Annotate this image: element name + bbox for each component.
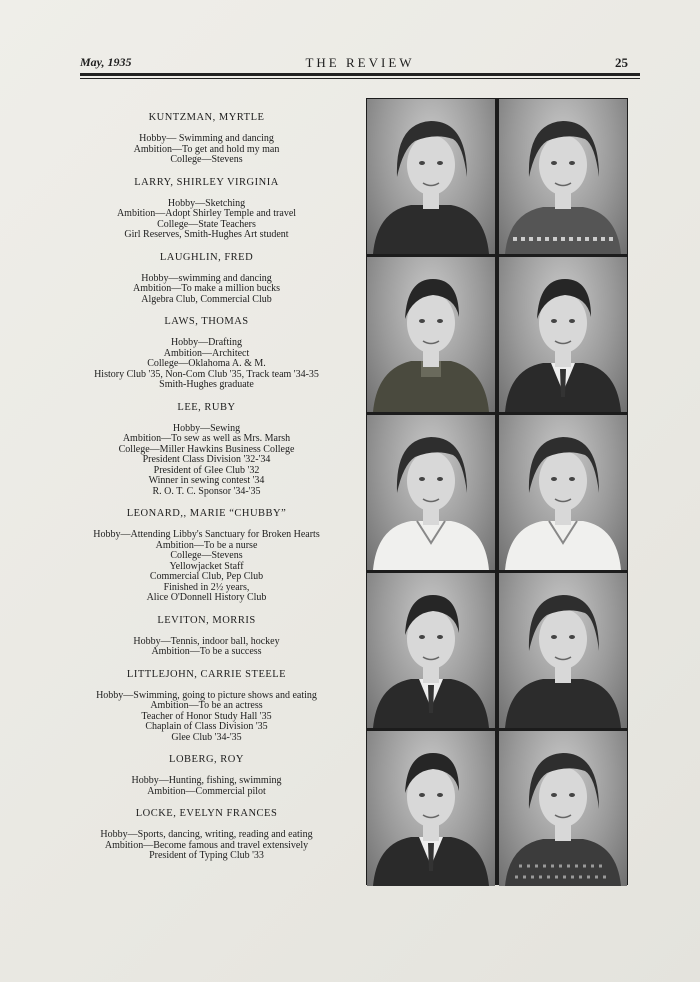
page-number: 25 bbox=[615, 55, 628, 70]
student-portrait bbox=[499, 257, 627, 412]
student-entry bbox=[60, 112, 353, 166]
student-detail: R. O. T. C. Sponsor '34-'35 bbox=[152, 485, 261, 497]
student-detail: College—State Teachers bbox=[157, 218, 256, 230]
student-detail: Alice O'Donnell History Club bbox=[146, 592, 267, 603]
student-entry bbox=[60, 808, 353, 862]
student-entry bbox=[60, 754, 353, 797]
student-detail: College—Oklahoma A. & M. bbox=[147, 358, 266, 369]
student-detail: Yellowjacket Staff bbox=[169, 560, 244, 572]
student-detail: Chaplain of Class Division '35 bbox=[145, 721, 268, 732]
header-rule-thin bbox=[80, 78, 640, 79]
header-rule bbox=[80, 73, 640, 76]
student-entry bbox=[60, 669, 353, 744]
student-portrait bbox=[367, 257, 495, 412]
student-portrait bbox=[367, 573, 495, 728]
student-detail: Ambition—To make a million bucks bbox=[132, 283, 281, 294]
student-name: LAUGHLIN, FRED bbox=[159, 251, 254, 263]
student-name: LOBERG, ROY bbox=[169, 754, 244, 765]
publication-title: THE REVIEW bbox=[305, 55, 415, 70]
student-name: LARRY, SHIRLEY VIRGINIA bbox=[134, 176, 279, 188]
student-detail: President of Glee Club '32 bbox=[153, 464, 260, 476]
student-portrait bbox=[499, 573, 627, 728]
student-name: LITTLEJOHN, CARRIE STEELE bbox=[126, 668, 287, 680]
student-detail: Ambition—To get and hold my man bbox=[133, 143, 280, 155]
student-name: LEE, RUBY bbox=[177, 401, 236, 413]
student-detail: Hobby—Sports, dancing, writing, reading and eating bbox=[100, 829, 313, 840]
student-detail: Hobby—Hunting, fishing, swimming bbox=[131, 775, 282, 786]
student-detail: College—Stevens bbox=[170, 550, 243, 561]
student-detail: College—Miller Hawkins Business College bbox=[118, 443, 295, 455]
student-portrait bbox=[499, 731, 627, 886]
student-detail: Algebra Club, Commercial Club bbox=[141, 293, 272, 305]
student-detail: Teacher of Honor Study Hall '35 bbox=[141, 710, 272, 722]
student-detail: Ambition—To sew as well as Mrs. Marsh bbox=[122, 433, 291, 444]
issue-date: May, 1935 bbox=[80, 55, 132, 69]
student-entry bbox=[60, 402, 353, 498]
student-detail: History Club '35, Non-Com Club '35, Track team '34-35 bbox=[94, 368, 319, 380]
student-detail: President Class Division '32-'34 bbox=[142, 454, 271, 465]
student-entry bbox=[60, 615, 353, 658]
student-name: LAWS, THOMAS bbox=[164, 316, 249, 327]
student-detail: Hobby—Sewing bbox=[172, 422, 241, 434]
student-detail: Ambition—Adopt Shirley Temple and travel bbox=[116, 208, 297, 219]
student-detail: Girl Reserves, Smith-Hughes Art student bbox=[124, 229, 289, 240]
student-detail: President of Typing Club '33 bbox=[149, 850, 264, 861]
student-name: LEVITON, MORRIS bbox=[157, 614, 256, 626]
student-detail: Hobby—Attending Libby's Sanctuary for Broken Hearts bbox=[93, 529, 320, 540]
student-detail: Ambition—Architect bbox=[163, 347, 250, 359]
student-detail: Ambition—To be an actress bbox=[150, 700, 263, 711]
student-portrait bbox=[499, 415, 627, 570]
student-detail: Ambition—Commercial pilot bbox=[147, 785, 266, 797]
page-header bbox=[80, 55, 640, 75]
student-detail: Smith-Hughes graduate bbox=[159, 379, 254, 390]
student-detail: Hobby—Tennis, indoor ball, hockey bbox=[133, 635, 280, 647]
student-detail: Ambition—Become famous and travel extensively bbox=[104, 839, 309, 851]
student-entry bbox=[60, 252, 353, 306]
portrait-grid bbox=[366, 98, 628, 885]
student-name: KUNTZMAN, MYRTLE bbox=[148, 112, 265, 123]
student-entries bbox=[60, 112, 353, 873]
student-detail: Hobby—Drafting bbox=[170, 337, 243, 348]
student-detail: Glee Club '34-'35 bbox=[171, 731, 242, 743]
student-name: LOCKE, EVELYN FRANCES bbox=[135, 808, 278, 819]
student-entry bbox=[60, 316, 353, 391]
student-detail: Hobby—Sketching bbox=[167, 197, 246, 209]
student-detail: Finished in 2½ years, bbox=[163, 581, 250, 593]
student-detail: Hobby— Swimming and dancing bbox=[139, 133, 274, 144]
student-portrait bbox=[367, 731, 495, 886]
student-detail: College—Stevens bbox=[170, 154, 243, 165]
student-detail: Ambition—To be a nurse bbox=[155, 539, 258, 551]
student-detail: Hobby—Swimming, going to picture shows and eating bbox=[96, 689, 317, 701]
student-portrait bbox=[367, 99, 495, 254]
student-detail: Ambition—To be a success bbox=[151, 646, 262, 657]
student-name: LEONARD,, MARIE “CHUBBY” bbox=[126, 508, 287, 519]
student-entry bbox=[60, 177, 353, 241]
student-detail: Winner in sewing contest '34 bbox=[148, 475, 265, 486]
student-portrait bbox=[499, 99, 627, 254]
student-portrait bbox=[367, 415, 495, 570]
student-detail: Commercial Club, Pep Club bbox=[149, 571, 264, 582]
student-entry bbox=[60, 508, 353, 604]
student-detail: Hobby—swimming and dancing bbox=[141, 272, 272, 284]
